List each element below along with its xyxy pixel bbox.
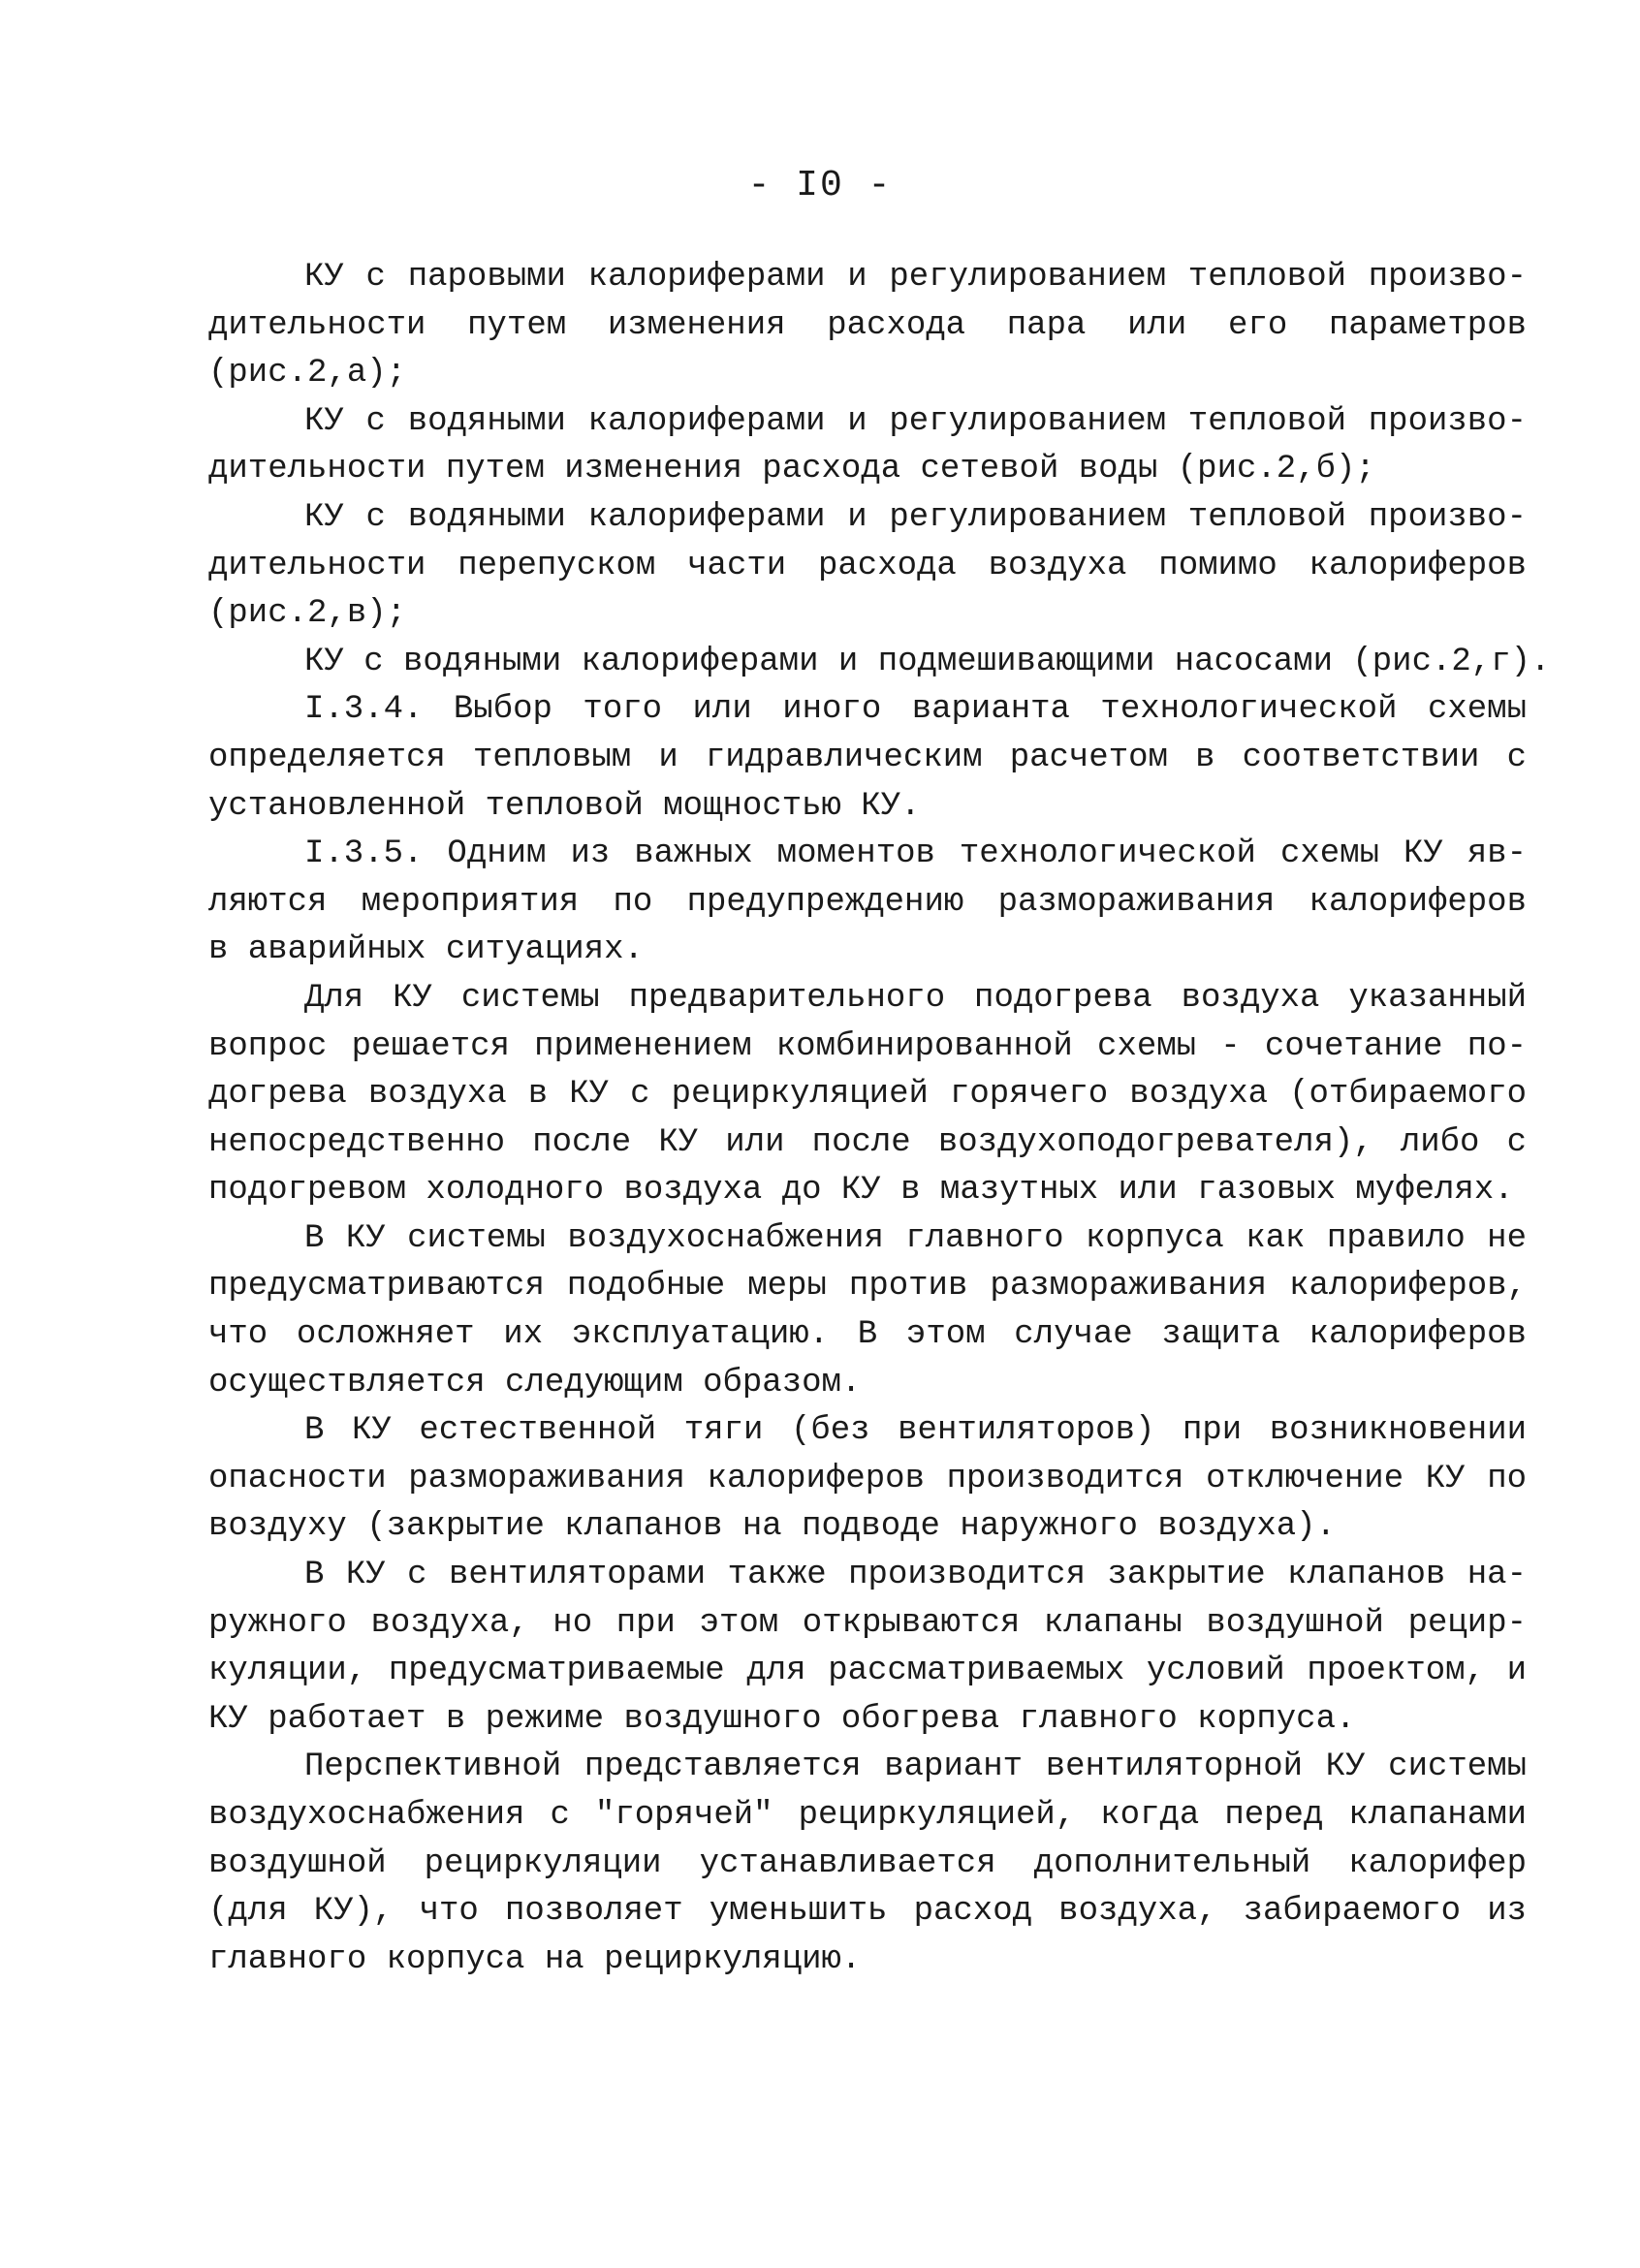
- text-line: вопрос решается применением комбинированной схемы - сочетание по-: [208, 1027, 1527, 1065]
- text-line: Перспективной представляется вариант вентиляторной КУ системы: [304, 1748, 1527, 1786]
- text-line: В КУ с вентиляторами также производится закрытие клапанов на-: [304, 1557, 1527, 1594]
- text-line: ляются мероприятия по предупреждению размораживания калориферов: [208, 883, 1527, 921]
- text-line: непосредственно после КУ или после воздухоподогревателя), либо с: [208, 1123, 1527, 1161]
- text-line: В КУ системы воздухоснабжения главного корпуса как правило не: [304, 1219, 1527, 1257]
- text-line: Для КУ системы предварительного подогрева воздуха указанный: [304, 979, 1527, 1017]
- text-line: предусматриваются подобные меры против размораживания калориферов,: [208, 1268, 1527, 1306]
- text-line: КУ с водяными калориферами и регулированием тепловой произво-: [304, 402, 1527, 440]
- text-line: куляции, предусматриваемые для рассматриваемых условий проектом, и: [208, 1653, 1527, 1690]
- text-line: опасности размораживания калориферов производится отключение КУ по: [208, 1460, 1527, 1497]
- text-line: ружного воздуха, но при этом открываются клапаны воздушной рецир-: [208, 1604, 1527, 1642]
- paragraph: [208, 831, 1527, 975]
- text-line: дительности перепуском части расхода воздуха помимо калориферов: [208, 547, 1527, 584]
- text-line: (рис.2,а);: [208, 355, 407, 393]
- paragraph: [208, 1552, 1527, 1744]
- text-line: установленной тепловой мощностью КУ.: [208, 787, 921, 825]
- text-line: что осложняет их эксплуатацию. В этом случае защита калориферов: [208, 1316, 1527, 1354]
- text-line: воздушной рециркуляции устанавливается дополнительный калорифер: [208, 1844, 1527, 1882]
- body-text: [208, 254, 1551, 1984]
- text-line: I.3.5. Одним из важных моментов технологической схемы КУ яв-: [304, 835, 1527, 873]
- text-line: КУ с водяными калориферами и регулированием тепловой произво-: [304, 498, 1527, 536]
- text-line: дительности путем изменения расхода пара или его параметров: [208, 306, 1527, 344]
- text-line: подогревом холодного воздуха до КУ в мазутных или газовых муфелях.: [208, 1172, 1514, 1210]
- text-line: дительности путем изменения расхода сетевой воды (рис.2,б);: [208, 451, 1375, 488]
- paragraph: [208, 686, 1527, 831]
- text-line: определяется тепловым и гидравлическим расчетом в соответствии с: [208, 739, 1527, 776]
- paragraph: [208, 975, 1527, 1215]
- text-line: воздухоснабжения с "горячей" рециркуляцией, когда перед клапанами: [208, 1797, 1527, 1834]
- paragraph: [208, 494, 1527, 639]
- paragraph: [208, 254, 1527, 398]
- paragraph: [208, 1407, 1527, 1552]
- paragraph: [208, 398, 1527, 494]
- text-line: осуществляется следующим образом.: [208, 1364, 862, 1402]
- text-line: I.3.4. Выбор того или иного варианта технологической схемы: [304, 691, 1527, 729]
- text-line: главного корпуса на рециркуляцию.: [208, 1940, 862, 1978]
- text-line: догрева воздуха в КУ с рециркуляцией горячего воздуха (отбираемого: [208, 1076, 1527, 1114]
- text-line: В КУ естественной тяги (без вентиляторов) при возникновении: [304, 1412, 1527, 1450]
- text-line: (для КУ), что позволяет уменьшить расход воздуха, забираемого из: [208, 1893, 1527, 1931]
- text-line: КУ с водяными калориферами и подмешивающими насосами (рис.2,г).: [304, 643, 1551, 680]
- paragraph: [208, 639, 1551, 687]
- page-number: - I0 -: [747, 165, 893, 206]
- text-line: воздуху (закрытие клапанов на подводе наружного воздуха).: [208, 1508, 1336, 1546]
- paragraph: [208, 1744, 1527, 1984]
- paragraph: [208, 1215, 1527, 1407]
- text-line: КУ с паровыми калориферами и регулированием тепловой произво-: [304, 259, 1527, 296]
- text-line: (рис.2,в);: [208, 595, 407, 633]
- text-line: в аварийных ситуациях.: [208, 931, 644, 969]
- text-line: КУ работает в режиме воздушного обогрева главного корпуса.: [208, 1700, 1356, 1738]
